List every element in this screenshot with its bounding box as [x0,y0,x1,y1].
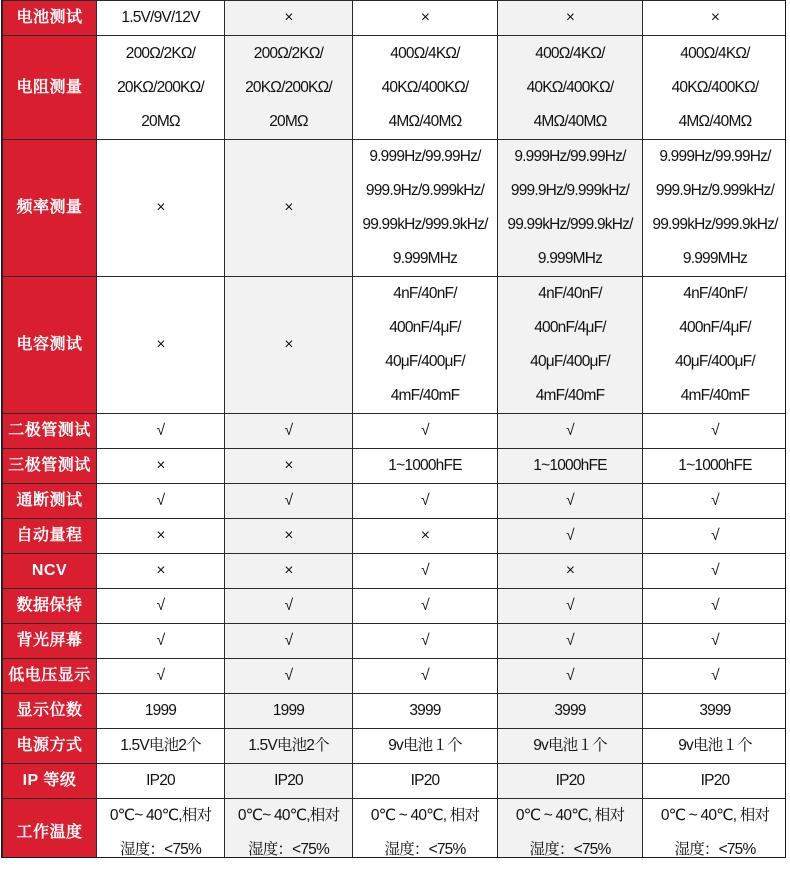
spec-cell [498,414,643,449]
row-category-label: 通断测试 [3,484,97,519]
spec-cell [97,414,225,449]
spec-cell-line: × [156,336,165,353]
spec-cell [353,589,498,624]
spec-cell-line: √ [156,492,165,509]
spec-row [3,554,787,589]
spec-cell-line: 0℃~ 40℃,相对 [109,807,212,824]
spec-cell [643,694,787,729]
spec-cell-line: √ [566,492,574,509]
spec-cell-line: √ [156,632,165,649]
spec-cell [498,554,643,589]
spec-cell-line: 99.99kHz/999.9kHz/ [652,216,778,233]
spec-cell-line: 4nF/40nF/ [393,285,457,302]
spec-cell-line: 3999 [409,702,441,719]
spec-cell [97,764,225,799]
spec-cell-line: √ [421,422,429,439]
spec-cell [643,414,787,449]
spec-cell-line: 4MΩ/40MΩ [533,112,607,130]
spec-cell-line: × [156,562,165,579]
spec-cell [225,1,353,36]
spec-cell-line: 1~1000hFE [533,457,607,474]
spec-cell-line: 400nF/4μF/ [679,319,751,336]
spec-cell-line: × [156,199,165,216]
spec-cell-line: 400Ω/4KΩ/ [680,44,750,62]
spec-row [3,659,787,694]
spec-cell [225,414,353,449]
spec-cell [97,1,225,36]
spec-cell-line: 0℃ ~ 40℃, 相对 [660,807,770,824]
spec-cell-line: 1.5V/9V/12V [121,9,200,26]
spec-cell-line: 1999 [272,702,305,719]
spec-cell-line: 1.5V电池2个 [120,737,201,754]
spec-cell-line: √ [711,597,719,614]
spec-cell-line: × [156,527,165,544]
spec-cell-line: √ [156,422,165,439]
spec-cell [498,1,643,36]
spec-row [3,519,787,554]
spec-cell [643,484,787,519]
spec-cell [225,694,353,729]
spec-cell-line: × [284,9,293,26]
spec-row [3,729,787,764]
spec-cell-line: × [420,527,430,544]
spec-cell-line: 999.9Hz/9.999kHz/ [510,182,630,199]
spec-cell-line: 20KΩ/200KΩ/ [117,78,204,96]
spec-cell-line: √ [711,527,719,544]
spec-cell [225,277,353,414]
spec-cell-line: × [565,9,575,26]
row-category-label: 电容测试 [3,277,97,414]
row-category-label: 频率测量 [3,140,97,277]
spec-cell [225,554,353,589]
spec-cell [97,449,225,484]
spec-cell [643,729,787,764]
spec-cell [97,484,225,519]
spec-cell [353,484,498,519]
spec-cell [498,484,643,519]
spec-row [3,589,787,624]
spec-cell-line: 1999 [144,702,177,719]
spec-row [3,624,787,659]
spec-cell-line: IP20 [146,772,175,789]
row-category-label: 电池测试 [3,1,97,36]
spec-cell-line: √ [156,597,165,614]
spec-cell [97,36,225,140]
spec-cell-line: √ [284,492,293,509]
spec-cell-line: 999.9Hz/9.999kHz/ [655,182,775,199]
spec-row [3,1,787,36]
spec-cell-line: 3999 [554,702,586,719]
spec-cell-line: √ [566,597,574,614]
spec-cell-line: 0℃ ~ 40℃, 相对 [370,807,480,824]
spec-cell [643,449,787,484]
spec-cell-line: √ [421,667,429,684]
spec-cell-line: √ [711,422,719,439]
spec-cell-line: × [420,9,430,26]
spec-cell-line: √ [421,492,429,509]
spec-cell-line: 400nF/4μF/ [534,319,606,336]
row-category-label: 显示位数 [3,694,97,729]
row-category-label: 二极管测试 [3,414,97,449]
spec-cell [498,36,643,140]
spec-cell-line: 4MΩ/40MΩ [678,112,752,130]
spec-cell [97,694,225,729]
spec-cell-line: 9v电池１个 [678,737,752,754]
spec-row [3,36,787,140]
spec-cell [643,140,787,277]
spec-cell-line: √ [421,597,429,614]
spec-cell-line: 9v电池１个 [533,737,607,754]
spec-cell-line: 4mF/40mF [390,387,460,404]
spec-row [3,449,787,484]
spec-cell-line: 20MΩ [141,112,180,130]
spec-cell-line: × [156,457,165,474]
spec-cell [225,624,353,659]
spec-cell [225,36,353,140]
spec-cell [353,694,498,729]
spec-cell [643,277,787,414]
spec-cell-line: 0℃~ 40℃,相对 [237,807,340,824]
spec-row [3,484,787,519]
spec-cell [498,519,643,554]
spec-cell-line: × [284,562,293,579]
spec-table-container [1,0,786,858]
spec-cell [498,449,643,484]
spec-cell-line: √ [566,422,574,439]
spec-cell [498,694,643,729]
spec-cell-line: 3999 [699,702,731,719]
spec-cell [498,140,643,277]
row-category-label: IP 等级 [3,764,97,799]
row-category-label: 电阻测量 [3,36,97,140]
spec-cell [225,799,353,859]
spec-cell-line: 4MΩ/40MΩ [388,112,462,130]
spec-cell-line: √ [566,667,574,684]
row-category-label: 背光屏幕 [3,624,97,659]
spec-cell-line: √ [711,667,719,684]
spec-cell [643,589,787,624]
row-category-label: 数据保持 [3,589,97,624]
spec-cell-line: × [565,562,575,579]
row-category-label: 自动量程 [3,519,97,554]
row-category-label: 工作温度 [3,799,97,859]
spec-cell-line: × [284,527,293,544]
spec-cell-line: √ [421,562,429,579]
spec-cell [97,659,225,694]
spec-cell-line: 湿度：<75% [248,841,329,858]
spec-cell [97,519,225,554]
spec-cell-line: 0℃ ~ 40℃, 相对 [515,807,625,824]
spec-row [3,694,787,729]
spec-cell-line: 4mF/40mF [680,387,750,404]
spec-cell [353,799,498,859]
row-category-label: 电源方式 [3,729,97,764]
spec-cell-line: IP20 [410,772,440,789]
spec-cell-line: 4mF/40mF [535,387,605,404]
spec-cell [498,729,643,764]
spec-cell-line: 9.999MHz [682,250,748,267]
spec-cell [225,729,353,764]
spec-cell-line: 湿度：<75% [674,841,756,858]
spec-row [3,277,787,414]
spec-cell-line: 40μF/400μF/ [385,353,465,370]
spec-row [3,764,787,799]
spec-cell-line: √ [711,562,719,579]
spec-cell [97,589,225,624]
spec-cell-line: 湿度：<75% [120,841,201,858]
spec-cell-line: IP20 [274,772,303,789]
spec-cell-line: 999.9Hz/9.999kHz/ [365,182,485,199]
row-category-label: 低电压显示 [3,659,97,694]
spec-table-body [3,1,787,859]
spec-cell [225,484,353,519]
row-category-label: 三极管测试 [3,449,97,484]
spec-row [3,140,787,277]
spec-cell-line: 湿度：<75% [384,841,466,858]
spec-cell-line: 200Ω/2KΩ/ [253,44,324,62]
spec-cell-line: √ [421,632,429,649]
spec-cell-line: 40μF/400μF/ [675,353,755,370]
spec-cell [643,1,787,36]
spec-cell [643,659,787,694]
spec-cell [225,659,353,694]
spec-cell-line: 9v电池１个 [388,737,462,754]
spec-cell-line: 9.999MHz [537,250,603,267]
spec-cell [353,764,498,799]
spec-cell [353,140,498,277]
spec-cell [97,729,225,764]
row-category-label: NCV [3,554,97,589]
spec-cell [225,764,353,799]
spec-cell [498,764,643,799]
spec-cell-line: × [284,457,293,474]
spec-cell-line: 9.999Hz/99.99Hz/ [514,148,626,165]
spec-cell [97,799,225,859]
spec-cell [498,624,643,659]
spec-cell [643,799,787,859]
spec-cell [643,554,787,589]
spec-cell [353,1,498,36]
spec-cell-line: 9.999Hz/99.99Hz/ [659,148,771,165]
spec-cell-line: 99.99kHz/999.9kHz/ [507,216,633,233]
spec-cell-line: √ [566,632,574,649]
spec-cell-line: 200Ω/2KΩ/ [125,44,196,62]
spec-cell [97,140,225,277]
spec-cell-line: √ [711,492,719,509]
spec-cell [353,659,498,694]
spec-cell [498,659,643,694]
spec-cell [225,589,353,624]
spec-table [2,0,786,858]
spec-cell [225,140,353,277]
spec-cell-line: 400Ω/4KΩ/ [535,44,605,62]
spec-cell [353,277,498,414]
spec-cell-line: × [284,199,293,216]
spec-cell-line: 4nF/40nF/ [683,285,747,302]
spec-cell-line: 9.999MHz [392,250,458,267]
spec-cell-line: √ [711,632,719,649]
spec-cell [353,729,498,764]
spec-cell-line: 40μF/400μF/ [530,353,610,370]
spec-cell [353,449,498,484]
spec-cell-line: √ [284,422,293,439]
spec-cell [643,519,787,554]
spec-cell-line: 20MΩ [269,112,308,130]
spec-row [3,414,787,449]
spec-cell [353,414,498,449]
spec-cell [498,799,643,859]
spec-cell [353,624,498,659]
spec-cell-line: 40KΩ/400KΩ/ [671,78,759,96]
spec-cell-line: 40KΩ/400KΩ/ [526,78,614,96]
spec-cell [225,449,353,484]
spec-cell-line: 湿度：<75% [529,841,611,858]
spec-cell-line: 400Ω/4KΩ/ [390,44,460,62]
spec-cell [643,36,787,140]
spec-cell [97,277,225,414]
spec-cell-line: 1.5V电池2个 [248,737,329,754]
spec-cell-line: √ [156,667,165,684]
spec-cell-line: × [710,9,720,26]
spec-cell-line: 1~1000hFE [678,457,752,474]
spec-cell [498,589,643,624]
spec-cell-line: IP20 [555,772,585,789]
spec-cell-line: 40KΩ/400KΩ/ [381,78,469,96]
spec-cell [353,519,498,554]
spec-cell-line: 20KΩ/200KΩ/ [245,78,332,96]
spec-cell-line: 9.999Hz/99.99Hz/ [369,148,481,165]
spec-cell [97,554,225,589]
spec-cell [353,36,498,140]
spec-cell-line: √ [284,667,293,684]
spec-cell [353,554,498,589]
spec-cell-line: √ [284,632,293,649]
spec-cell-line: × [284,336,293,353]
spec-cell-line: IP20 [700,772,730,789]
spec-row [3,799,787,859]
spec-cell-line: 99.99kHz/999.9kHz/ [362,216,488,233]
spec-cell-line: √ [284,597,293,614]
spec-cell [97,624,225,659]
spec-cell [643,764,787,799]
spec-cell [643,624,787,659]
spec-cell-line: √ [566,527,574,544]
spec-cell-line: 4nF/40nF/ [538,285,602,302]
spec-cell [498,277,643,414]
spec-cell [225,519,353,554]
spec-cell-line: 400nF/4μF/ [389,319,461,336]
spec-cell-line: 1~1000hFE [388,457,462,474]
